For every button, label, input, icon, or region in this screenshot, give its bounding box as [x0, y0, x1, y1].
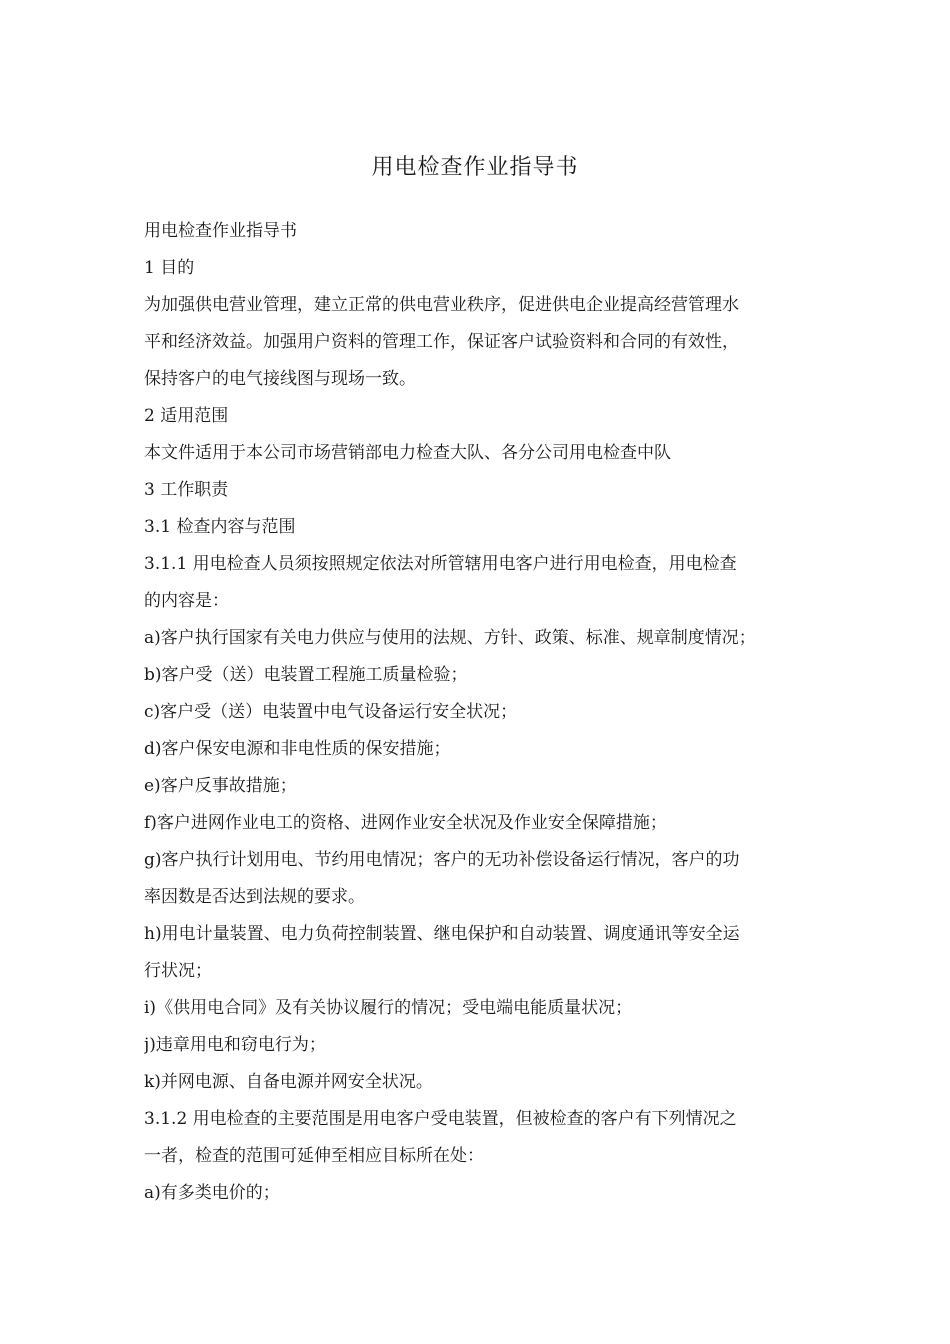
list-item: d)客户保安电源和非电性质的保安措施；	[144, 739, 451, 759]
body-line: 用电检查作业指导书	[144, 221, 297, 241]
list-item: a)客户执行国家有关电力供应与使用的法规、方针、政策、标准、规章制度情况；	[144, 628, 756, 648]
section-heading: 1 目的	[144, 258, 195, 278]
list-item: h)用电计量装置、电力负荷控制装置、继电保护和自动装置、调度通讯等安全运	[144, 924, 740, 944]
list-item: f)客户进网作业电工的资格、进网作业安全状况及作业安全保障措施；	[144, 813, 667, 833]
body-line: 为加强供电营业管理，建立正常的供电营业秩序，促进供电企业提高经营管理水	[144, 295, 739, 315]
list-item: k)并网电源、自备电源并网安全状况。	[144, 1072, 433, 1092]
body-line: 3.1.2 用电检查的主要范围是用电客户受电装置，但被检查的客户有下列情况之	[144, 1109, 737, 1129]
body-line: 平和经济效益。加强用户资料的管理工作，保证客户试验资料和合同的有效性，	[144, 332, 739, 352]
document-title: 用电检查作业指导书	[371, 155, 579, 180]
list-item: a)有多类电价的；	[144, 1183, 280, 1203]
body-line: 保持客户的电气接线图与现场一致。	[144, 369, 416, 389]
body-line: 一者，检查的范围可延伸至相应目标所在处：	[144, 1146, 484, 1166]
list-item: i)《供用电合同》及有关协议履行的情况；受电端电能质量状况；	[144, 998, 633, 1018]
list-item: b)客户受（送）电装置工程施工质量检验；	[144, 665, 468, 685]
body-line: 本文件适用于本公司市场营销部电力检查大队、各分公司用电检查中队	[144, 443, 671, 463]
list-item: c)客户受（送）电装置中电气设备运行安全状况；	[144, 702, 518, 722]
section-heading: 2 适用范围	[144, 406, 229, 426]
list-item: g)客户执行计划用电、节约用电情况；客户的无功补偿设备运行情况，客户的功	[144, 850, 740, 870]
list-item: j)违章用电和窃电行为；	[144, 1035, 326, 1055]
document-body	[144, 213, 810, 1212]
section-heading: 3 工作职责	[144, 480, 229, 500]
list-item: e)客户反事故措施；	[144, 776, 297, 796]
body-line: 的内容是：	[144, 591, 229, 611]
section-heading: 3.1 检查内容与范围	[144, 517, 296, 537]
list-item: 行状况；	[144, 961, 212, 981]
body-line: 3.1.1 用电检查人员须按照规定依法对所管辖用电客户进行用电检查，用电检查	[144, 554, 737, 574]
list-item: 率因数是否达到法规的要求。	[144, 887, 365, 907]
